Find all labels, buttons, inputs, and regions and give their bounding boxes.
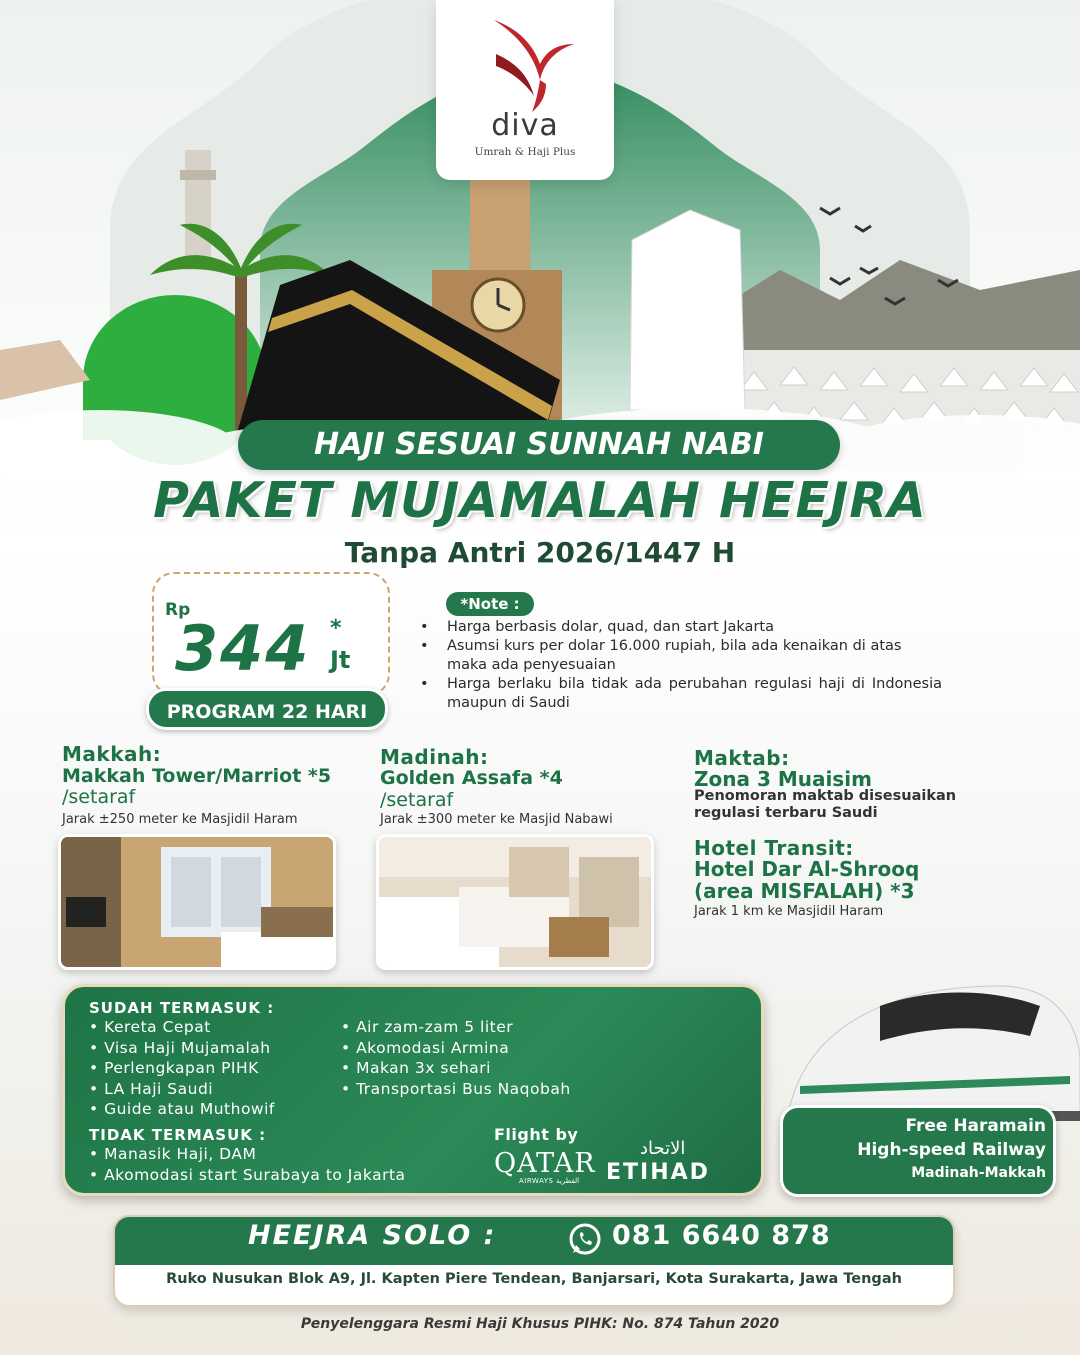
program-badge: PROGRAM 22 HARI <box>146 688 388 730</box>
train-icon <box>770 966 1080 1126</box>
price-unit: Jt <box>330 646 351 674</box>
makkah-setaraf: /setaraf <box>62 786 136 808</box>
list-item: • Transportasi Bus Naqobah <box>341 1079 571 1100</box>
list-item: • Makan 3x sehari <box>341 1058 571 1079</box>
maktab-zone: Zona 3 Muaisim <box>694 767 872 791</box>
etihad-logo-arabic: الاتحاد <box>640 1138 686 1159</box>
note-label: *Note : <box>446 592 534 616</box>
contact-address: Ruko Nusukan Blok A9, Jl. Kapten Piere Tendean, Banjarsari, Kota Surakarta, Jawa Tengah <box>166 1271 902 1287</box>
footer-license: Penyelenggara Resmi Haji Khusus PIHK: No. 874 Tahun 2020 <box>300 1316 780 1332</box>
madinah-hotel: Golden Assafa *4 <box>380 767 563 789</box>
page-subtitle: Tanpa Antri 2026/1447 H <box>344 536 736 569</box>
list-item: • Kereta Cepat <box>89 1017 275 1038</box>
included-heading: SUDAH TERMASUK : <box>89 999 275 1017</box>
whatsapp-icon <box>568 1222 602 1256</box>
price-asterisk: * <box>330 616 342 641</box>
list-item: • Akomodasi start Surabaya to Jakarta <box>89 1165 406 1186</box>
list-item: • Guide atau Muthowif <box>89 1099 275 1120</box>
headline-banner: HAJI SESUAI SUNNAH NABI <box>238 420 840 470</box>
transit-label: Hotel Transit: <box>694 836 854 860</box>
railway-line-3: Madinah-Makkah <box>911 1165 1046 1181</box>
flight-label: Flight by <box>494 1125 579 1144</box>
list-item: • LA Haji Saudi <box>89 1079 275 1100</box>
included-list-2 <box>341 1017 571 1099</box>
makkah-hotel-photo <box>58 834 336 970</box>
page-title: PAKET MUJAMALAH HEEJRA <box>153 472 927 529</box>
note-item: • Harga berbasis dolar, quad, dan start Jakarta <box>420 618 942 637</box>
madinah-hotel-photo <box>376 834 654 970</box>
makkah-label: Makkah: <box>62 742 162 766</box>
note-item: • Asumsi kurs per dolar 16.000 rupiah, bila ada kenaikan di atas maka ada penyesuaian <box>420 637 942 675</box>
madinah-label: Madinah: <box>380 745 489 769</box>
included-list-1 <box>89 1017 275 1120</box>
madinah-setaraf: /setaraf <box>380 789 454 811</box>
maktab-label: Maktab: <box>694 746 790 770</box>
maktab-note: Penomoran maktab disesuaikan regulasi terbaru Saudi <box>694 788 957 821</box>
excluded-list <box>89 1144 406 1185</box>
madinah-distance: Jarak ±300 meter ke Masjid Nabawi <box>380 812 613 827</box>
makkah-distance: Jarak ±250 meter ke Masjidil Haram <box>62 812 298 827</box>
price-currency: Rp <box>165 600 191 620</box>
contact-name: HEEJRA SOLO : <box>248 1220 497 1251</box>
railway-line-1: Free Haramain <box>905 1116 1046 1136</box>
brand-tagline: Umrah & Haji Plus <box>474 146 576 158</box>
hotel-room-image-icon <box>379 837 654 970</box>
note-item: • Harga berlaku bila tidak ada perubahan regulasi haji di Indonesia maupun di Saudi <box>420 675 942 713</box>
etihad-logo: ETIHAD <box>606 1160 710 1185</box>
price-amount: 344 <box>175 612 311 685</box>
list-item: • Akomodasi Armina <box>341 1038 571 1059</box>
hotel-room-image-icon <box>61 837 336 970</box>
transit-distance: Jarak 1 km ke Masjidil Haram <box>694 904 884 919</box>
logo-card <box>436 0 614 180</box>
list-item: • Air zam-zam 5 liter <box>341 1017 571 1038</box>
note-list <box>420 618 942 713</box>
excluded-heading: TIDAK TERMASUK : <box>89 1126 267 1144</box>
list-item: • Manasik Haji, DAM <box>89 1144 406 1165</box>
brand-name: diva <box>491 108 559 143</box>
contact-phone[interactable]: 081 6640 878 <box>612 1220 831 1251</box>
makkah-hotel: Makkah Tower/Marriot *5 <box>62 765 332 787</box>
qatar-logo-sub: AIRWAYS القطرية <box>519 1177 580 1185</box>
bird-logo-icon <box>486 14 578 114</box>
qatar-logo: QATAR <box>494 1148 596 1179</box>
railway-line-2: High-speed Railway <box>857 1140 1046 1160</box>
transit-hotel: Hotel Dar Al-Shrooq <box>694 857 920 881</box>
list-item: • Perlengkapan PIHK <box>89 1058 275 1079</box>
transit-area: (area MISFALAH) *3 <box>694 879 915 903</box>
list-item: • Visa Haji Mujamalah <box>89 1038 275 1059</box>
